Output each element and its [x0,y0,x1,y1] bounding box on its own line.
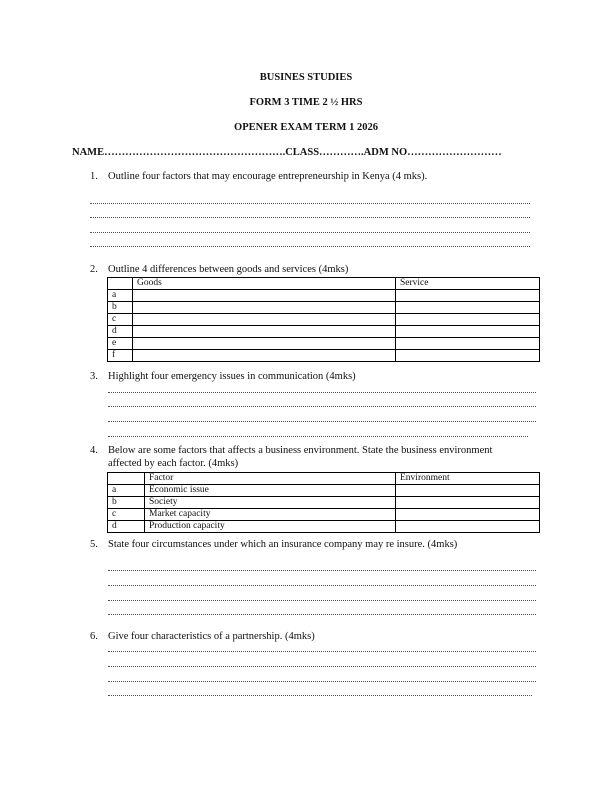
factor-cell: Production capacity [145,521,396,533]
student-info-line: NAME…………………………………………….CLASS………….ADM NO……………………… [72,147,502,158]
table-row [108,350,540,362]
answer-line[interactable] [108,666,536,667]
table-header-cell: Goods [133,278,396,290]
answer-line[interactable] [90,203,530,204]
row-label: d [108,521,145,533]
question-number: 4. [90,445,98,456]
question-text-continued: affected by each factor. (4mks) [108,458,239,469]
question-number: 6. [90,631,98,642]
table-row [108,326,540,338]
table-header-row [108,278,540,290]
question-number: 2. [90,264,98,275]
exam-subject: BUSINES STUDIES [259,72,353,83]
service-cell[interactable] [396,350,540,362]
question-number: 3. [90,371,98,382]
question-text: Outline 4 differences between goods and services (4mks) [108,264,349,275]
table-header-row [108,473,540,485]
goods-services-table [107,277,540,362]
row-label: e [108,338,133,350]
table-row [108,509,540,521]
row-label: a [108,290,133,302]
answer-line[interactable] [108,585,536,586]
factor-cell: Market capacity [145,509,396,521]
service-cell[interactable] [396,314,540,326]
row-label: f [108,350,133,362]
table-row [108,302,540,314]
row-label: b [108,302,133,314]
answer-line[interactable] [108,600,536,601]
question-text: Highlight four emergency issues in communication (4mks) [108,371,356,382]
row-label: c [108,314,133,326]
service-cell[interactable] [396,302,540,314]
service-cell[interactable] [396,338,540,350]
environment-table [107,472,540,533]
answer-line[interactable] [108,651,536,652]
table-header-cell: Service [396,278,540,290]
question-text: Outline four factors that may encourage entrepreneurship in Kenya (4 mks). [108,171,428,182]
table-header-cell [108,278,133,290]
factor-cell: Society [145,497,396,509]
answer-line[interactable] [108,436,528,437]
goods-cell[interactable] [133,338,396,350]
answer-line[interactable] [108,421,536,422]
question-text: State four circumstances under which an insurance company may re insure. (4mks) [108,539,458,550]
goods-cell[interactable] [133,302,396,314]
answer-line[interactable] [90,246,530,247]
table-header-cell: Factor [145,473,396,485]
answer-line[interactable] [108,695,532,696]
row-label: c [108,509,145,521]
row-label: d [108,326,133,338]
exam-title: OPENER EXAM TERM 1 2026 [234,122,378,133]
goods-cell[interactable] [133,350,396,362]
answer-line[interactable] [108,570,536,571]
answer-line[interactable] [108,614,536,615]
table-row [108,338,540,350]
answer-line[interactable] [108,392,536,393]
environment-cell[interactable] [396,485,540,497]
service-cell[interactable] [396,326,540,338]
table-row [108,521,540,533]
answer-line[interactable] [108,681,536,682]
table-row [108,485,540,497]
answer-line[interactable] [108,406,536,407]
exam-form-time: FORM 3 TIME 2 ½ HRS [249,97,363,108]
question-text: Below are some factors that affects a business environment. State the business environment [108,445,493,456]
row-label: b [108,497,145,509]
question-number: 5. [90,539,98,550]
environment-cell[interactable] [396,521,540,533]
question-number: 1. [90,171,98,182]
service-cell[interactable] [396,290,540,302]
goods-cell[interactable] [133,314,396,326]
goods-cell[interactable] [133,326,396,338]
answer-line[interactable] [90,217,530,218]
table-row [108,497,540,509]
goods-cell[interactable] [133,290,396,302]
environment-cell[interactable] [396,497,540,509]
table-header-cell: Environment [396,473,540,485]
factor-cell: Economic issue [145,485,396,497]
table-row [108,290,540,302]
question-text: Give four characteristics of a partnership. (4mks) [108,631,315,642]
table-header-cell [108,473,145,485]
row-label: a [108,485,145,497]
table-row [108,314,540,326]
answer-line[interactable] [90,232,530,233]
environment-cell[interactable] [396,509,540,521]
